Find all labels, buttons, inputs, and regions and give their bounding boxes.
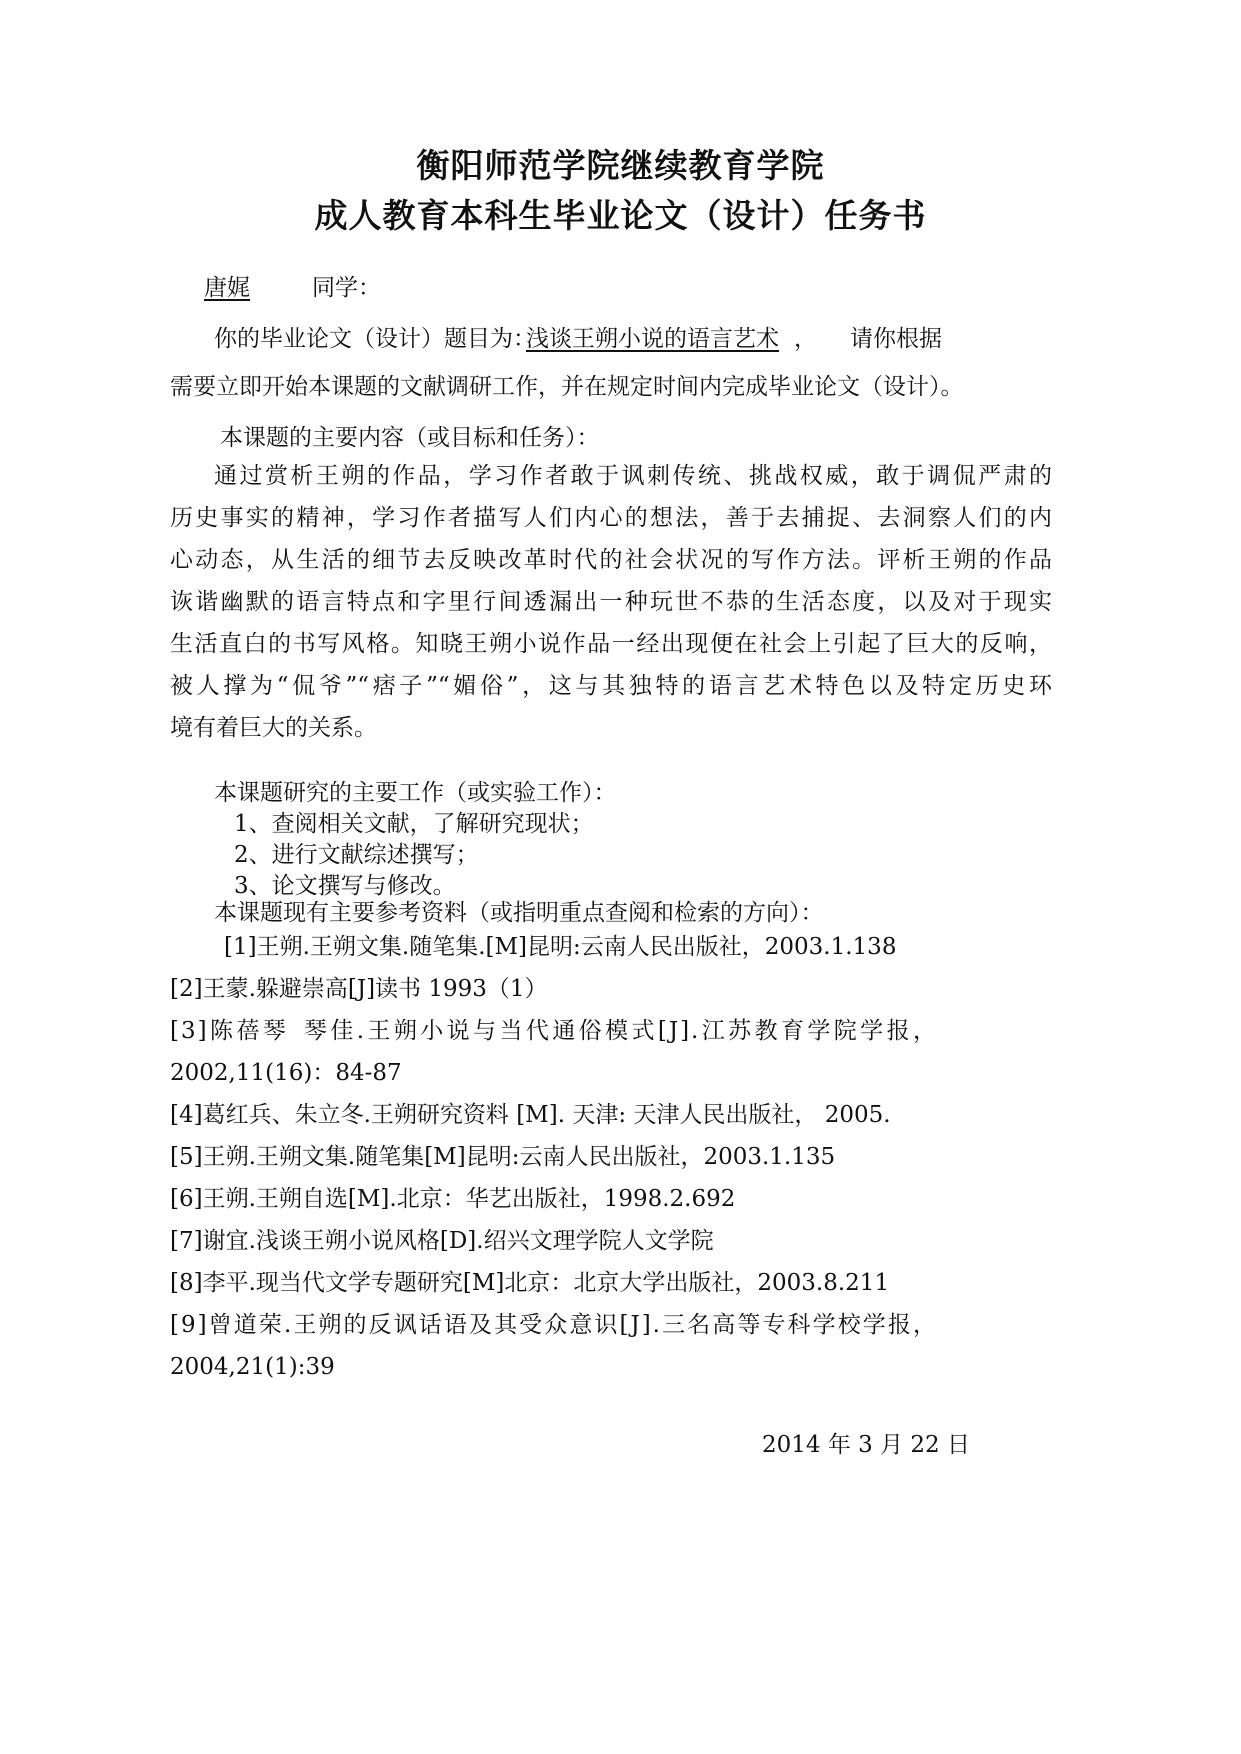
reference-item: [4]葛红兵、朱立冬.王朔研究资料 [M]. 天津: 天津人民出版社， 2005.: [170, 1102, 891, 1128]
reference-item: 2002,11(16)：84-87: [170, 1060, 402, 1086]
work-item: 3、论文撰写与修改。: [234, 873, 456, 899]
content-line: 历史事实的精神，学习作者描写人们内心的想法，善于去捕捉、去洞察人们的内: [170, 505, 1052, 531]
topic-prefix: 你的毕业论文（设计）题目为：: [214, 326, 536, 352]
document-date: 2014 年 3 月 22 日: [762, 1432, 970, 1458]
content-heading: 本课题的主要内容（或目标和任务）：: [220, 425, 600, 451]
work-heading: 本课题研究的主要工作（或实验工作）：: [214, 780, 617, 806]
content-line: 被人撑为“侃爷”“痞子”“媚俗”，这与其独特的语言艺术特色以及特定历史环: [170, 673, 1052, 699]
reference-item: [6]王朔.王朔自选[M].北京：华艺出版社，1998.2.692: [170, 1186, 736, 1212]
content-line: 生活直白的书写风格。知晓王朔小说作品一经出现便在社会上引起了巨大的反响，: [170, 631, 1052, 657]
content-line: 心动态，从生活的细节去反映改革时代的社会状况的写作方法。评析王朔的作品: [170, 547, 1052, 573]
reference-item: [5]王朔.王朔文集.随笔集[M]昆明:云南人民出版社，2003.1.135: [170, 1144, 836, 1170]
reference-item: [2]王蒙.躲避崇高[J]读书 1993（1）: [170, 976, 548, 1002]
reference-item: [3]陈蓓琴 琴佳.王朔小说与当代通俗模式[J].江苏教育学院学报，: [170, 1018, 938, 1044]
content-line: 通过赏析王朔的作品，学习作者敢于讽刺传统、挑战权威，敢于调侃严肃的: [214, 463, 1052, 489]
student-suffix: 同学：: [312, 275, 381, 301]
topic-instruction: 需要立即开始本课题的文献调研工作，并在规定时间内完成毕业论文（设计）。: [170, 374, 964, 400]
reference-item: 2004,21(1):39: [170, 1354, 335, 1380]
work-item: 2、进行文献综述撰写；: [234, 842, 479, 868]
reference-item: [9]曾道荣.王朔的反讽话语及其受众意识[J].三名高等专科学校学报，: [170, 1312, 938, 1338]
reference-item: [8]李平.现当代文学专题研究[M]北京：北京大学出版社，2003.8.211: [170, 1270, 890, 1296]
work-item: 1、查阅相关文献，了解研究现状；: [234, 811, 594, 837]
student-line: [170, 273, 381, 303]
content-line: 境有着巨大的关系。: [170, 715, 377, 741]
document-title-form: 成人教育本科生毕业论文（设计）任务书: [314, 196, 927, 235]
topic-tail: 请你根据: [850, 326, 942, 352]
topic-title: 浅谈王朔小说的语言艺术: [526, 326, 779, 352]
student-name: 唐娓: [204, 275, 250, 301]
reference-item: [7]谢宜.浅谈王朔小说风格[D].绍兴文理学院人文学院: [170, 1228, 714, 1254]
content-line: 诙谐幽默的语言特点和字里行间透漏出一种玩世不恭的生活态度，以及对于现实: [170, 589, 1052, 615]
topic-comma: ，: [794, 326, 817, 352]
references-heading: 本课题现有主要参考资料（或指明重点查阅和检索的方向）：: [214, 900, 824, 926]
document-title-institution: 衡阳师范学院继续教育学院: [416, 146, 825, 185]
reference-item: [1]王朔.王朔文集.随笔集.[M]昆明:云南人民出版社，2003.1.138: [224, 934, 897, 960]
